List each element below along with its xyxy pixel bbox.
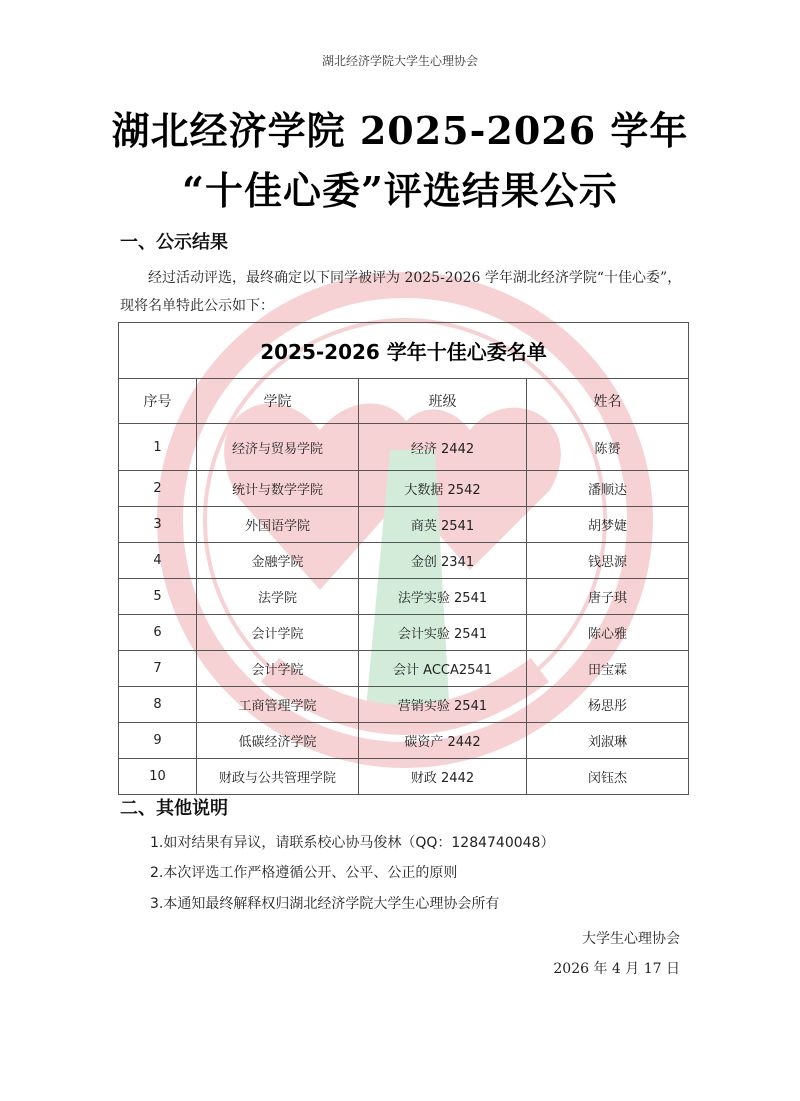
cell-number: 1	[119, 424, 197, 471]
cell-number: 7	[119, 651, 197, 687]
table-caption-row	[119, 323, 689, 379]
section-heading-notes: 二、其他说明	[120, 798, 228, 819]
table-row	[119, 615, 689, 651]
cell-name: 陈赟	[527, 424, 689, 471]
cell-class: 财政 2442	[359, 759, 527, 795]
table-row	[119, 507, 689, 543]
cell-class: 经济 2442	[359, 424, 527, 471]
cell-name: 田宝霖	[527, 651, 689, 687]
cell-college: 财政与公共管理学院	[197, 759, 359, 795]
cell-name: 唐子琪	[527, 579, 689, 615]
cell-name: 钱思源	[527, 543, 689, 579]
cell-class: 大数据 2542	[359, 471, 527, 507]
signature: 大学生心理协会	[582, 931, 680, 947]
table-row	[119, 543, 689, 579]
table-row	[119, 687, 689, 723]
cell-college: 金融学院	[197, 543, 359, 579]
note-item: 2.本次评选工作严格遵循公开、公平、公正的原则	[150, 865, 458, 881]
cell-name: 杨思彤	[527, 687, 689, 723]
cell-class: 会计 ACCA2541	[359, 651, 527, 687]
cell-number: 4	[119, 543, 197, 579]
cell-number: 8	[119, 687, 197, 723]
cell-number: 9	[119, 723, 197, 759]
section-heading-results: 一、公示结果	[120, 232, 228, 253]
column-header: 班级	[359, 379, 527, 424]
cell-class: 碳资产 2442	[359, 723, 527, 759]
cell-class: 法学实验 2541	[359, 579, 527, 615]
note-item: 1.如对结果有异议，请联系校心协马俊林（QQ：1284740048）	[150, 835, 555, 851]
table-row	[119, 651, 689, 687]
table-row	[119, 579, 689, 615]
cell-college: 低碳经济学院	[197, 723, 359, 759]
page-header: 湖北经济学院大学生心理协会	[321, 54, 478, 68]
cell-class: 会计实验 2541	[359, 615, 527, 651]
table-row	[119, 759, 689, 795]
column-header: 学院	[197, 379, 359, 424]
table-caption: 2025-2026 学年十佳心委名单	[119, 323, 689, 379]
table-header-row	[119, 379, 689, 424]
cell-college: 会计学院	[197, 615, 359, 651]
cell-class: 营销实验 2541	[359, 687, 527, 723]
column-header: 序号	[119, 379, 197, 424]
cell-name: 闵钰杰	[527, 759, 689, 795]
cell-name: 陈心雅	[527, 615, 689, 651]
cell-number: 5	[119, 579, 197, 615]
cell-name: 胡梦婕	[527, 507, 689, 543]
cell-college: 外国语学院	[197, 507, 359, 543]
cell-name: 刘淑琳	[527, 723, 689, 759]
cell-class: 商英 2541	[359, 507, 527, 543]
table-row	[119, 424, 689, 471]
note-item: 3.本通知最终解释权归湖北经济学院大学生心理协会所有	[150, 896, 500, 912]
cell-number: 6	[119, 615, 197, 651]
cell-number: 2	[119, 471, 197, 507]
document-title-line2: “十佳心委”评选结果公示	[182, 168, 618, 213]
cell-college: 工商管理学院	[197, 687, 359, 723]
document-title-line1: 湖北经济学院 2025-2026 学年	[111, 108, 689, 153]
cell-college: 统计与数学学院	[197, 471, 359, 507]
table-row	[119, 471, 689, 507]
column-header: 姓名	[527, 379, 689, 424]
cell-name: 潘顺达	[527, 471, 689, 507]
cell-college: 法学院	[197, 579, 359, 615]
winners-table	[118, 322, 689, 795]
cell-number: 10	[119, 759, 197, 795]
intro-paragraph: 经过活动评选，最终确定以下同学被评为 2025-2026 学年湖北经济学院“十佳心委”，现将名单特此公示如下：	[120, 270, 682, 314]
cell-number: 3	[119, 507, 197, 543]
cell-class: 金创 2341	[359, 543, 527, 579]
table-row	[119, 723, 689, 759]
date: 2026 年 4 月 17 日	[553, 961, 680, 977]
cell-college: 会计学院	[197, 651, 359, 687]
cell-college: 经济与贸易学院	[197, 424, 359, 471]
